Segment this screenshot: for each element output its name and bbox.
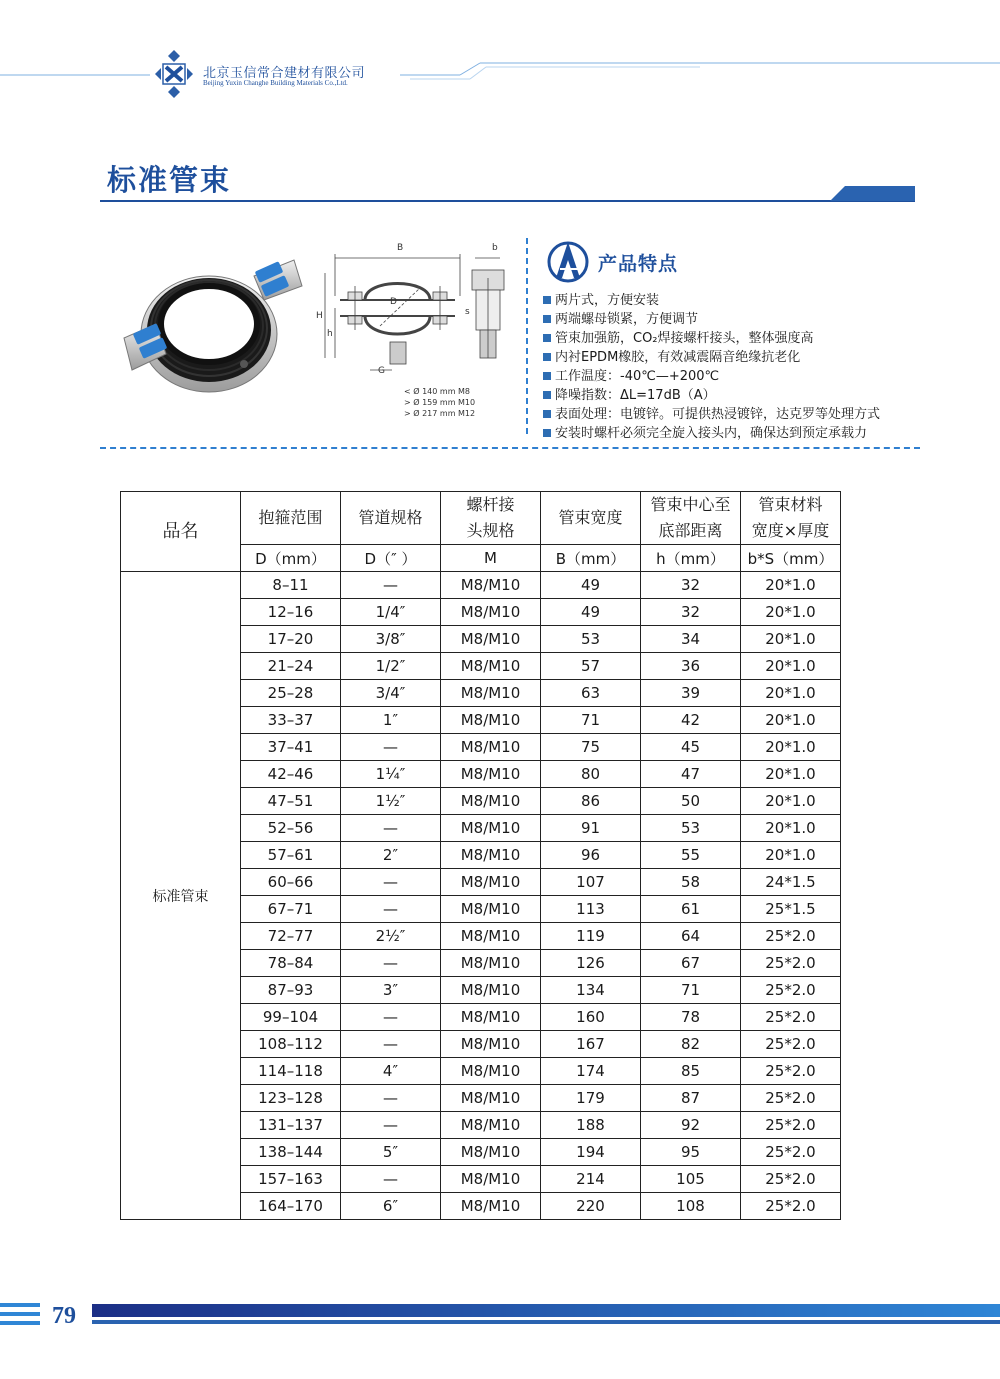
table-cell: 33–37 xyxy=(241,707,341,734)
table-cell: 63 xyxy=(541,680,641,707)
company-name-cn: 北京玉信常合建材有限公司 xyxy=(203,66,366,81)
unit-cell: h（mm） xyxy=(641,545,741,572)
table-cell: 78 xyxy=(641,1004,741,1031)
table-cell: M8/M10 xyxy=(441,1058,541,1085)
table-cell: M8/M10 xyxy=(441,788,541,815)
table-cell: 20*1.0 xyxy=(741,572,841,599)
table-cell: M8/M10 xyxy=(441,1004,541,1031)
title-underline xyxy=(100,186,915,202)
table-cell: 24*1.5 xyxy=(741,869,841,896)
feature-item: 两端螺母锁紧，方便调节 xyxy=(543,310,880,329)
table-cell: 4″ xyxy=(341,1058,441,1085)
table-cell: 67–71 xyxy=(241,896,341,923)
table-cell: 20*1.0 xyxy=(741,842,841,869)
table-cell: 114–118 xyxy=(241,1058,341,1085)
table-cell: M8/M10 xyxy=(441,923,541,950)
table-cell: 50 xyxy=(641,788,741,815)
table-cell: 20*1.0 xyxy=(741,599,841,626)
horizontal-divider xyxy=(100,447,920,449)
table-cell: 21–24 xyxy=(241,653,341,680)
table-cell: M8/M10 xyxy=(441,896,541,923)
table-cell: 123–128 xyxy=(241,1085,341,1112)
table-cell: 85 xyxy=(641,1058,741,1085)
table-cell: 20*1.0 xyxy=(741,815,841,842)
table-cell: — xyxy=(341,896,441,923)
table-cell: M8/M10 xyxy=(441,1112,541,1139)
table-cell: — xyxy=(341,1085,441,1112)
table-cell: 25*2.0 xyxy=(741,1112,841,1139)
table-cell: 20*1.0 xyxy=(741,734,841,761)
header-product-name: 品名 xyxy=(121,492,241,572)
label-b: b xyxy=(492,243,498,253)
table-body xyxy=(121,572,841,1220)
table-cell: 82 xyxy=(641,1031,741,1058)
table-cell: M8/M10 xyxy=(441,1193,541,1220)
table-cell: 8–11 xyxy=(241,572,341,599)
table-cell: 3/4″ xyxy=(341,680,441,707)
table-cell: 20*1.0 xyxy=(741,680,841,707)
table-cell: 34 xyxy=(641,626,741,653)
dimension-notes xyxy=(404,386,475,419)
table-cell: 25*2.0 xyxy=(741,1139,841,1166)
table-cell: 87–93 xyxy=(241,977,341,1004)
table-cell: 71 xyxy=(541,707,641,734)
table-cell: 20*1.0 xyxy=(741,707,841,734)
header-thread-spec: 螺杆接 头规格 xyxy=(441,492,541,545)
label-h: h xyxy=(327,329,333,339)
table-cell: 1½″ xyxy=(341,788,441,815)
header-decor-lines xyxy=(0,55,1000,85)
feature-item: 安装时螺杆必须完全旋入接头内，确保达到预定承载力 xyxy=(543,424,880,443)
table-cell: 105 xyxy=(641,1166,741,1193)
table-cell: 138–144 xyxy=(241,1139,341,1166)
table-cell: M8/M10 xyxy=(441,950,541,977)
table-cell: 75 xyxy=(541,734,641,761)
table-cell: 107 xyxy=(541,869,641,896)
table-cell: — xyxy=(341,1031,441,1058)
vertical-divider xyxy=(526,238,528,434)
table-cell: M8/M10 xyxy=(441,761,541,788)
table-cell: 157–163 xyxy=(241,1166,341,1193)
unit-cell: b*S（mm） xyxy=(741,545,841,572)
table-cell: M8/M10 xyxy=(441,977,541,1004)
table-cell: — xyxy=(341,734,441,761)
feature-item: 管束加强筋，CO₂焊接螺杆接头，整体强度高 xyxy=(543,329,880,348)
company-logo xyxy=(153,48,195,100)
table-cell: 1/2″ xyxy=(341,653,441,680)
spec-table xyxy=(120,491,841,1220)
table-cell: M8/M10 xyxy=(441,653,541,680)
label-B: B xyxy=(397,243,404,253)
table-cell: 1¼″ xyxy=(341,761,441,788)
feature-item: 内衬EPDM橡胶，有效减震隔音绝缘抗老化 xyxy=(543,348,880,367)
table-cell: 194 xyxy=(541,1139,641,1166)
table-cell: 188 xyxy=(541,1112,641,1139)
table-cell: M8/M10 xyxy=(441,1166,541,1193)
table-cell: 47–51 xyxy=(241,788,341,815)
table-cell: 80 xyxy=(541,761,641,788)
table-cell: — xyxy=(341,815,441,842)
page-number: 79 xyxy=(52,1303,76,1329)
table-cell: 32 xyxy=(641,599,741,626)
table-cell: 25*2.0 xyxy=(741,1085,841,1112)
table-cell: 96 xyxy=(541,842,641,869)
table-cell: M8/M10 xyxy=(441,815,541,842)
table-cell: 108 xyxy=(641,1193,741,1220)
features-emblem-icon xyxy=(546,238,590,284)
table-cell: 134 xyxy=(541,977,641,1004)
features-list xyxy=(543,291,880,443)
dim-note: > Ø 217 mm M12 xyxy=(404,409,476,418)
table-cell: 36 xyxy=(641,653,741,680)
table-cell: 57–61 xyxy=(241,842,341,869)
table-cell: 58 xyxy=(641,869,741,896)
table-cell: 49 xyxy=(541,599,641,626)
dim-note: > Ø 159 mm M10 xyxy=(404,398,476,407)
footer-bars xyxy=(0,1300,1000,1334)
table-cell: 220 xyxy=(541,1193,641,1220)
table-cell: 3″ xyxy=(341,977,441,1004)
table-cell: 160 xyxy=(541,1004,641,1031)
table-cell: 2″ xyxy=(341,842,441,869)
table-cell: M8/M10 xyxy=(441,734,541,761)
table-cell: 55 xyxy=(641,842,741,869)
table-cell: M8/M10 xyxy=(441,1139,541,1166)
table-cell: 32 xyxy=(641,572,741,599)
table-row xyxy=(121,572,841,599)
table-cell: 174 xyxy=(541,1058,641,1085)
table-cell: 61 xyxy=(641,896,741,923)
table-cell: — xyxy=(341,869,441,896)
table-cell: 25*2.0 xyxy=(741,923,841,950)
table-cell: 2½″ xyxy=(341,923,441,950)
table-cell: M8/M10 xyxy=(441,599,541,626)
table-cell: 64 xyxy=(641,923,741,950)
table-cell: 60–66 xyxy=(241,869,341,896)
table-cell: 92 xyxy=(641,1112,741,1139)
table-cell: M8/M10 xyxy=(441,680,541,707)
table-cell: 20*1.0 xyxy=(741,761,841,788)
table-cell: 71 xyxy=(641,977,741,1004)
table-cell: 179 xyxy=(541,1085,641,1112)
table-cell: 42–46 xyxy=(241,761,341,788)
table-cell: 49 xyxy=(541,572,641,599)
label-G: G xyxy=(378,366,385,376)
table-cell: 99–104 xyxy=(241,1004,341,1031)
table-cell: 3/8″ xyxy=(341,626,441,653)
table-cell: 108–112 xyxy=(241,1031,341,1058)
label-s: s xyxy=(465,307,470,317)
page-title: 标准管束 xyxy=(107,163,232,197)
table-cell: 1/4″ xyxy=(341,599,441,626)
feature-item: 降噪指数：ΔL=17dB（A） xyxy=(543,386,880,405)
table-cell: M8/M10 xyxy=(441,869,541,896)
table-cell: 87 xyxy=(641,1085,741,1112)
table-cell: M8/M10 xyxy=(441,572,541,599)
header-material: 管束材料 宽度×厚度 xyxy=(741,492,841,545)
table-cell: 20*1.0 xyxy=(741,653,841,680)
table-cell: 25*2.0 xyxy=(741,1031,841,1058)
table-cell: 25*2.0 xyxy=(741,1193,841,1220)
table-cell: — xyxy=(341,572,441,599)
label-D: D xyxy=(390,297,397,307)
unit-cell: M xyxy=(441,545,541,572)
table-cell: 95 xyxy=(641,1139,741,1166)
table-cell: 45 xyxy=(641,734,741,761)
table-cell: 164–170 xyxy=(241,1193,341,1220)
table-cell: 42 xyxy=(641,707,741,734)
pipe-clamp-photo xyxy=(104,246,309,406)
unit-cell: B（mm） xyxy=(541,545,641,572)
table-cell: 113 xyxy=(541,896,641,923)
table-cell: 86 xyxy=(541,788,641,815)
table-cell: 25*1.5 xyxy=(741,896,841,923)
header-center-height: 管束中心至 底部距离 xyxy=(641,492,741,545)
table-cell: 20*1.0 xyxy=(741,788,841,815)
company-name-en: Beijing Yuxin Changhe Building Materials Co.,Ltd. xyxy=(203,79,348,87)
table-cell: 131–137 xyxy=(241,1112,341,1139)
product-name-cell: 标准管束 xyxy=(121,572,241,1220)
table-cell: 25*2.0 xyxy=(741,1166,841,1193)
table-cell: 119 xyxy=(541,923,641,950)
table-cell: 72–77 xyxy=(241,923,341,950)
table-cell: 47 xyxy=(641,761,741,788)
table-cell: 25*2.0 xyxy=(741,977,841,1004)
feature-item: 工作温度：-40℃—+200℃ xyxy=(543,367,880,386)
table-cell: — xyxy=(341,1112,441,1139)
header-pipe-size: 管道规格 xyxy=(341,492,441,545)
header-clamp-width: 管束宽度 xyxy=(541,492,641,545)
features-title: 产品特点 xyxy=(598,253,679,275)
table-cell: 25*2.0 xyxy=(741,1058,841,1085)
table-cell: 37–41 xyxy=(241,734,341,761)
table-cell: M8/M10 xyxy=(441,626,541,653)
header-clamp-range: 抱箍范围 xyxy=(241,492,341,545)
table-cell: 91 xyxy=(541,815,641,842)
table-cell: 17–20 xyxy=(241,626,341,653)
table-cell: 39 xyxy=(641,680,741,707)
table-cell: 67 xyxy=(641,950,741,977)
table-cell: M8/M10 xyxy=(441,1085,541,1112)
table-cell: 12–16 xyxy=(241,599,341,626)
table-cell: 53 xyxy=(541,626,641,653)
dim-note: < Ø 140 mm M8 xyxy=(404,387,471,396)
table-cell: 1″ xyxy=(341,707,441,734)
label-H: H xyxy=(316,311,323,321)
table-cell: 214 xyxy=(541,1166,641,1193)
table-cell: — xyxy=(341,1004,441,1031)
table-cell: 25*2.0 xyxy=(741,950,841,977)
table-cell: 25*2.0 xyxy=(741,1004,841,1031)
table-cell: 126 xyxy=(541,950,641,977)
unit-cell: D（″ ） xyxy=(341,545,441,572)
table-cell: — xyxy=(341,950,441,977)
feature-item: 两片式，方便安装 xyxy=(543,291,880,310)
table-cell: M8/M10 xyxy=(441,842,541,869)
table-cell: M8/M10 xyxy=(441,707,541,734)
table-cell: 167 xyxy=(541,1031,641,1058)
feature-item: 表面处理：电镀锌。可提供热浸镀锌，达克罗等处理方式 xyxy=(543,405,880,424)
table-cell: — xyxy=(341,1166,441,1193)
table-cell: 78–84 xyxy=(241,950,341,977)
table-cell: 52–56 xyxy=(241,815,341,842)
table-cell: 25–28 xyxy=(241,680,341,707)
unit-cell: D（mm） xyxy=(241,545,341,572)
table-cell: 57 xyxy=(541,653,641,680)
table-cell: 5″ xyxy=(341,1139,441,1166)
table-cell: 53 xyxy=(641,815,741,842)
table-cell: 6″ xyxy=(341,1193,441,1220)
table-cell: M8/M10 xyxy=(441,1031,541,1058)
table-cell: 20*1.0 xyxy=(741,626,841,653)
